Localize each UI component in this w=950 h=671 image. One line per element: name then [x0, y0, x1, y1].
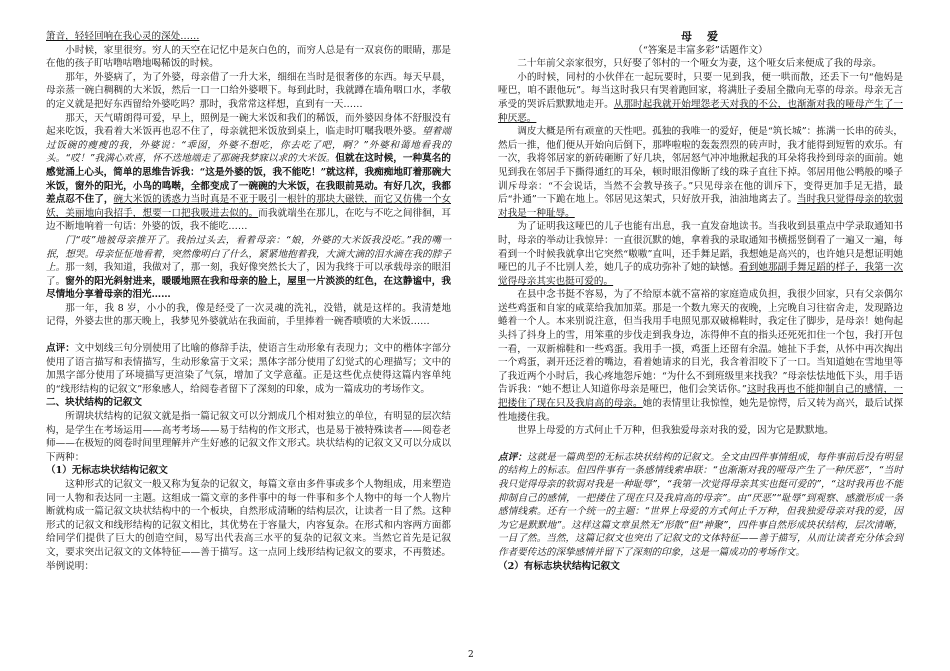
right-comment-text: 这就是一篇典型的无标志块状结构的记叙文。全文由四件事情组成，每件事前后没有明显的结构上的标志。但四件事有一条感情线索串联：“也渐渐对我的哑母产生了一种厌恶”，“当时我只觉得母亲的软弱对我是一种耻辱”，“我第一次觉得母亲其实也挺可爱的”，“这时我再也不能抑制自己的感情，一把搂住了现在只及我肩高的母亲”。由“厌恶”“耻辱”到观察、感激形成一条感情线索。还有一个统一的主题：“世界上母爱的方式何止千万种，但我独爱母亲对我的爱，因为它是默默地”。这样这篇文章虽然无“形散”但“神聚”，四件事自然形成块状结构，层次清晰，一目了然。当然，这篇记叙文也突出了记叙文的文体特征——善于描写，从而让读者充分体会到作者要传达的深挚感情并留下了深刻的印象，这是一篇成功的考场作文。 — [498, 451, 904, 558]
right-paragraph-3-underline: 当时我只觉得母亲的软弱对我是一种耻辱。 — [498, 194, 904, 219]
right-paragraph-3 — [498, 125, 903, 220]
right-comment — [498, 451, 903, 560]
left-paragraph-3 — [46, 112, 451, 234]
left-paragraph-4-rest: 那一刻，我知道，我做对了，那一刻，我好像突然长大了，因为我终于可以承载母亲的眼泪了。 — [46, 262, 452, 287]
left-paragraph-3-text: 那天，天气晴朗得可爱，早上，照例是一碗大米饭和我们的稀饭，而外婆因身体不舒服没有起来吃饭，我看着大米饭再也忍不住了，母亲就把米饭放到桌上，临走时叮嘱我喂外婆。 — [46, 112, 451, 138]
right-paragraph-4-underline: 看到她那副手舞足蹈的样子，我第一次觉得母亲其实也挺可爱的。 — [498, 262, 904, 287]
left-paragraph-4 — [46, 234, 451, 302]
right-paragraph-4 — [498, 220, 903, 288]
left-paragraph-3-bold: 但就在这时候，一种莫名的感觉涌上心头，简单的思维告诉我：“这是外婆的饭，我不能吃！”就这样，我痴痴地盯着那碗大米饭，窗外的阳光，小鸟的鸣啭，全都变成了一碗碗的大米饭，在我眼前晃动。有好几次，我都差点忍不住了， — [46, 153, 451, 206]
left-comment-label: 点评： — [46, 343, 75, 355]
right-paragraph-5-underline: 这时我再也不能抑制自己的感情，一把搂住了现在只及我肩高的母亲。 — [498, 384, 903, 410]
essay-title: 母 爱 — [681, 30, 720, 43]
right-paragraph-2-underline: 从那时起我就开始埋怨老天对我的不公，也渐渐对我的哑母产生了一种厌恶。 — [498, 98, 904, 124]
left-paragraph-6: 所谓块状结构的记叙文就是指一篇记叙文可以分割成几个相对独立的单位，有明显的层次结构，是学生在考场运用——高考考场——易于结构的作文形式，也是易于被特殊读者——阅卷老师——在极短的阅卷时间里理解并产生好感的记叙文作文形式。块状结构的记叙文又可以分成以下两种： — [46, 411, 451, 463]
left-paragraph-4-kai2: 抿，想哭。母亲怔怔地看着，突然像明白了什么，紧紧地抱着我，大滴大滴的泪水滴在我的脖子上。 — [46, 248, 451, 274]
right-paragraph-2-text: 小的时候，同村的小伙伴在一起玩要时，只要一见到我，便一哄而散，还丢下一句“他妈是哑巴，咱不跟他玩”。每当这时我只有哭着跑回家，将满肚子委屈全撒向无辜的母亲。母亲无言承受的哭诉后默默地走开。 — [498, 71, 903, 110]
page-number: 2 — [468, 650, 474, 660]
left-comment — [46, 342, 451, 396]
left-paragraph-4-bold: 窗外的阳光斜射进来，暖暖地照在我和母亲的脸上，屋里一片淡淡的红色，在这静谧中，我尽情地分享着母亲的泪光…… — [46, 275, 452, 301]
right-paragraph-6: 世界上母爱的方式何止千万种，但我独爱母亲对我的爱，因为它是默默地。 — [517, 425, 834, 437]
subheading-2: （2）有标志块状结构记叙文 — [498, 560, 620, 572]
right-comment-label: 点评： — [498, 451, 527, 463]
left-paragraph-3-underline: 碗大米饭的诱惑力当时真是不亚于吸引一根针的那块大磁铁，而它又仿佛一个女妖，美丽地向我招手，想要一口把我吸进去似的。 — [46, 194, 452, 219]
essay-subtitle: （“答案是丰富多彩”话题作文） — [633, 44, 768, 56]
left-comment-text: 文中划线三句分别使用了比喻的修辞手法，使语言生动形象有表现力；文中的楷体字部分使用了语言描写和表情描写，生动形象富于文采；黑体字部分使用了幻觉式的心理描写；文中的加黑字部分使用了环境描写更渲染了气氛，增加了文学意蕴。正是这些优点使得这篇内容单纯的“线形结构的记叙文”形象感人，给阅卷者留下了深刻的印象，成为一篇成功的考场作文。 — [46, 343, 452, 395]
left-paragraph-3-end: 而我就端坐在那儿，在吃与不吃之间徘徊，耳边不断地响着一句话：外婆的饭，我不能吃…… — [46, 207, 452, 233]
left-paragraph-2: 那年，外婆病了，为了外婆，母亲借了一升大米，细细在当时是很奢侈的东西。每天早晨，母亲蒸一碗白稠稠的大米饭，然后一口一口给外婆喂下。每到此时，我就蹲在墙角咽口水，孝敬的定义就是把好东西留给外婆吃吗？那时，我常常这样想，直到有一天…… — [46, 71, 451, 110]
right-paragraph-1: 二十年前父亲家很穷，只好娶了邻村的一个哑女为妻，这个哑女后来便成了我的母亲。 — [517, 58, 882, 70]
left-paragraph-1: 小时候，家里很穷。穷人的天空在记忆中是灰白色的，而穷人总是有一双哀伤的眼睛，那是在他的孩子盯咕噜咕噜地喝稀饭的时候。 — [46, 44, 451, 70]
right-paragraph-2 — [498, 71, 903, 125]
subheading-1: （1）无标志块状结构记叙文 — [46, 465, 168, 477]
right-column — [498, 30, 903, 573]
right-paragraph-4-text: 为了证明我这哑巴的儿子也能有出息，我一直发奋地读书。当我收到县重点中学录取通知书时，母亲的举动让我惊异：一直很沉默的她，拿着我的录取通知书横摇竖倒看了一遍又一遍，每看到一个时候我就拿出它突然“嗷嗷”直叫，还手舞足蹈，我想她是高兴的，也许她只是想证明她哑巴的儿子不比别人差，她几子的成功弥补了她的缺憾。 — [498, 221, 903, 274]
left-paragraph-7: 这种形式的记叙文一般又称为复杂的记叙文，每篇文章由多件事或多个人物组成，用来塑造同一人物和表达同一主题。这组成一篇文章的多件事中的每一件事和多个人物中的每一个人物片断就构成一篇记叙文块状结构中的一个板块，自然形成清晰的结构层次，让读者一目了然。这种形式的记叙文和线形结构的记叙文相比，其优势在于容量大，内容复杂。在形式和内容两方面都给同学们提供了巨大的创造空间，易写出代表高三水平的复杂的记叙文来。当然它首先是记叙文，要求突出记叙文的文体特征——善于描写。这一点同上线形结构记叙文的要求，不再赘述。举例说明： — [46, 479, 451, 572]
right-paragraph-5-text: 在县中念书挺不容易，为了不给原本就不富裕的家庭造成负担，我很少回家，只有父亲偶尔送些鸡蛋和自家的咸菜给我加加菜。那是一个数九寒天的夜晚，上完晚自习往宿舍走，发现路边蜷着一个人。本来别说注意，但当我用手电照见那双破棉鞋时，我定住了脚步，是母亲！她佝起头抖了抖身上的雪，用笨重的步伐走到我身边，冻得伸不直的指头还死死扣住一个包，我打开包一看，一双新棉鞋和一些鸡蛋。我用手一摸，鸡蛋上还留有余温。她扯下手套，从怀中再次掏出一个鸡蛋，剥开还泛着的嘴边，看着她请求的目光，我含着泪咬下了一口。当知道她在雪地里等了我近两个小时后，我心疼地怨斥她：“为什么不到班级里来找我？”母亲怯怯地低下头，用手语告诉我：“她不想让人知道你母亲是哑巴，他们会笑话你。” — [498, 289, 903, 396]
left-paragraph-5: 那一年，我 8 岁，小小的我，像是经受了一次灵魂的洗礼，没错，就是这样的。我清楚地记得，外婆去世的那天晚上，我梦见外婆就站在我面前，手里捧着一碗香喷喷的大米饭…… — [46, 302, 451, 328]
left-opening-line: 箫音，轻轻回响在我心灵的深处…… — [46, 31, 200, 42]
right-paragraph-3-text: 调皮大概是所有顽童的天性吧。孤独的我唯一的爱好，便是“筑长城”：拣满一长串的砖头，然后一推，他们便从开始向后倒下，那哗啦啦的轰轰烈烈的砖声时，我才能得到短暂的欢乐。有一次，我将邻居家的新砖砸断了好几块，邻居怒气冲冲地揪起我的耳朵将我拎到母亲的面前。她见到我在邻居手下撕得通红的耳朵，顿时眼泪像断了线的珠子直往下掉。邻居用他公鸭般的嗓子训斥母亲：“不会说话，当然不会教导孩子。”只见母亲在他的训斥下，变得更加手足无措，最后“扑通”一下跪在地上。邻居见这架式，只好放开我，油油地离去了。 — [498, 126, 903, 206]
right-paragraph-5 — [498, 288, 903, 424]
left-paragraph-3-kai: 望着端过饭碗的瘦瘦的我，外婆说：“乖囡，外婆不想吃，你去吃了吧，啊？”外婆和蔼地看我的头。“哎！”我满心欢喜，怀不迭地端走了那碗我梦寐以求的大米饭。 — [46, 126, 452, 165]
left-column — [46, 30, 451, 573]
right-paragraph-5-end: 她的表情里让我惊惶，她先是惊愕，后又转为高兴，最后试探性地搂住我。 — [498, 398, 904, 423]
left-paragraph-4-kai: 门“吱”地被母亲推开了。我抬过头去，看着母亲：“娘，外婆的大米饭我没吃。”我的嘴一 — [65, 234, 451, 246]
section-heading-2: 二、块状结构的记叙文 — [46, 397, 142, 409]
